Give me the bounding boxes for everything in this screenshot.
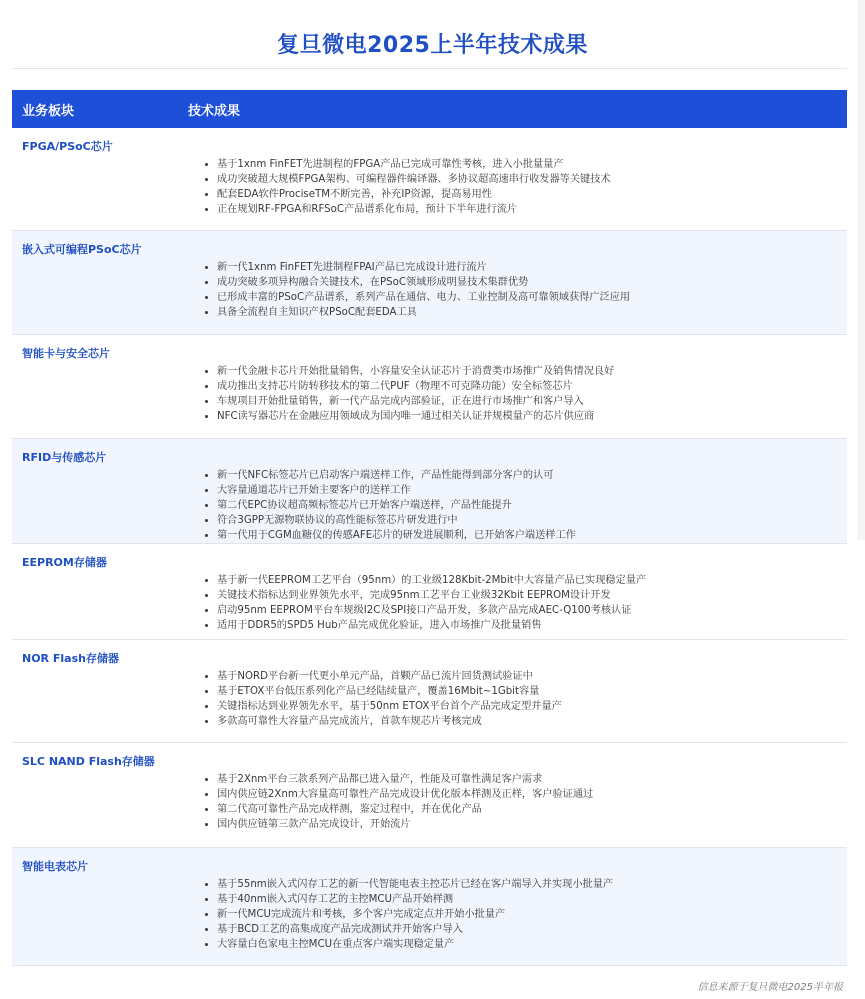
row-category: 智能电表芯片 [22, 860, 88, 873]
table-row [12, 743, 847, 848]
result-item: • 具备全流程自主知识产权PSoC配套EDA工具 [217, 305, 839, 320]
result-item: • 成功推出支持芯片防转移技术的第二代PUF（物理不可克隆功能）安全标签芯片 [217, 379, 839, 394]
result-item: • 基于40nm嵌入式闪存工艺的主控MCU产品开始样测 [217, 892, 839, 907]
table-row [12, 439, 847, 544]
result-item: • 已形成丰富的PSoC产品谱系，系列产品在通信、电力、工业控制及高可靠领域获得广泛应用 [217, 290, 839, 305]
row-category: EEPROM存储器 [22, 556, 107, 569]
result-item: • 成功突破超大规模FPGA架构、可编程器件编译器、多协议超高速串行收发器等关键技术 [217, 172, 839, 187]
table-row [12, 848, 847, 966]
result-item: • 第二代高可靠性产品完成样测，鉴定过程中，并在优化产品 [217, 802, 839, 817]
row-category: SLC NAND Flash存储器 [22, 755, 155, 768]
result-item: • 基于BCD工艺的高集成度产品完成测试并开始客户导入 [217, 922, 839, 937]
result-list [202, 364, 839, 424]
result-item: • 新一代金融卡芯片开始批量销售，小容量安全认证芯片于消费类市场推广及销售情况良好 [217, 364, 839, 379]
row-category: FPGA/PSoC芯片 [22, 140, 113, 153]
source-note: 信息来源于复旦微电2025半年报 [697, 982, 843, 993]
result-item: • 车规项目开始批量销售，新一代产品完成内部验证，正在进行市场推广和客户导入 [217, 394, 839, 409]
result-item: • 适用于DDR5的SPD5 Hub产品完成优化验证，进入市场推广及批量销售 [217, 618, 839, 633]
result-item: • 新一代MCU完成流片和考核，多个客户完成定点并开始小批量产 [217, 907, 839, 922]
result-item: • 大容量白色家电主控MCU在重点客户端实现稳定量产 [217, 937, 839, 952]
result-list [202, 877, 839, 952]
result-item: • 第二代EPC协议超高频标签芯片已开始客户端送样，产品性能提升 [217, 498, 839, 513]
scrollbar[interactable] [858, 0, 865, 540]
result-list [202, 157, 839, 217]
result-item: • 国内供应链第三款产品完成设计，开始流片 [217, 817, 839, 832]
result-item: • 第一代用于CGM血糖仪的传感AFE芯片的研发进展顺利，已开始客户端送样工作 [217, 528, 839, 543]
header-category: 业务板块 [22, 103, 75, 119]
result-item: • 国内供应链2Xnm大容量高可靠性产品完成设计优化版本样测及正样，客户验证通过 [217, 787, 839, 802]
table-header [12, 90, 847, 128]
page-title: 复旦微电2025上半年技术成果 [277, 33, 588, 58]
result-item: • 多款高可靠性大容量产品完成流片，首款车规芯片考核完成 [217, 714, 839, 729]
table-row [12, 640, 847, 743]
result-item: • NFC读写器芯片在金融应用领域成为国内唯一通过相关认证并规模量产的芯片供应商 [217, 409, 839, 424]
result-item: • 基于新一代EEPROM工艺平台（95nm）的工业级128Kbit-2Mbit中大容量产品已实现稳定量产 [217, 573, 839, 588]
result-item: • 基于55nm嵌入式闪存工艺的新一代智能电表主控芯片已经在客户端导入并实现小批量产 [217, 877, 839, 892]
result-item: • 启动95nm EEPROM平台车规级I2C及SPI接口产品开发，多款产品完成AEC-Q100考核认证 [217, 603, 839, 618]
title-divider [12, 68, 847, 69]
table-row [12, 231, 847, 335]
result-item: • 基于NORD平台新一代更小单元产品，首颗产品已流片回货测试验证中 [217, 669, 839, 684]
result-item: • 关键技术指标达到业界领先水平，完成95nm工艺平台工业级32Kbit EEPROM设计开发 [217, 588, 839, 603]
results-table [12, 90, 847, 966]
result-item: • 成功突破多项异构融合关键技术，在PSoC领域形成明显技术集群优势 [217, 275, 839, 290]
result-item: • 基于2Xnm平台三款系列产品都已进入量产，性能及可靠性满足客户需求 [217, 772, 839, 787]
header-results: 技术成果 [188, 103, 241, 119]
result-item: • 新一代NFC标签芯片已启动客户端送样工作，产品性能得到部分客户的认可 [217, 468, 839, 483]
row-category: RFID与传感芯片 [22, 451, 107, 464]
table-row [12, 335, 847, 439]
result-list [202, 772, 839, 832]
result-item: • 基于1xnm FinFET先进制程的FPGA产品已完成可靠性考核，进入小批量量产 [217, 157, 839, 172]
result-item: • 大容量通道芯片已开始主要客户的送样工作 [217, 483, 839, 498]
result-item: • 符合3GPP无源物联协议的高性能标签芯片研发进行中 [217, 513, 839, 528]
table-body [12, 128, 847, 966]
row-category: 嵌入式可编程PSoC芯片 [22, 243, 142, 256]
result-item: • 新一代1xnm FinFET先进制程FPAI产品已完成设计进行流片 [217, 260, 839, 275]
row-category: 智能卡与安全芯片 [22, 347, 110, 360]
result-list [202, 573, 839, 633]
result-item: • 正在规划RF-FPGA和RFSoC产品谱系化布局，预计下半年进行流片 [217, 202, 839, 217]
table-row [12, 128, 847, 231]
result-item: • 基于ETOX平台低压系列化产品已经陆续量产，覆盖16Mbit~1Gbit容量 [217, 684, 839, 699]
table-row [12, 544, 847, 640]
result-item: • 配套EDA软件ProciseTM不断完善，补充IP资源，提高易用性 [217, 187, 839, 202]
result-list [202, 468, 839, 543]
row-category: NOR Flash存储器 [22, 652, 119, 665]
result-list [202, 669, 839, 729]
result-list [202, 260, 839, 320]
result-item: • 关键指标达到业界领先水平，基于50nm ETOX平台首个产品完成定型并量产 [217, 699, 839, 714]
